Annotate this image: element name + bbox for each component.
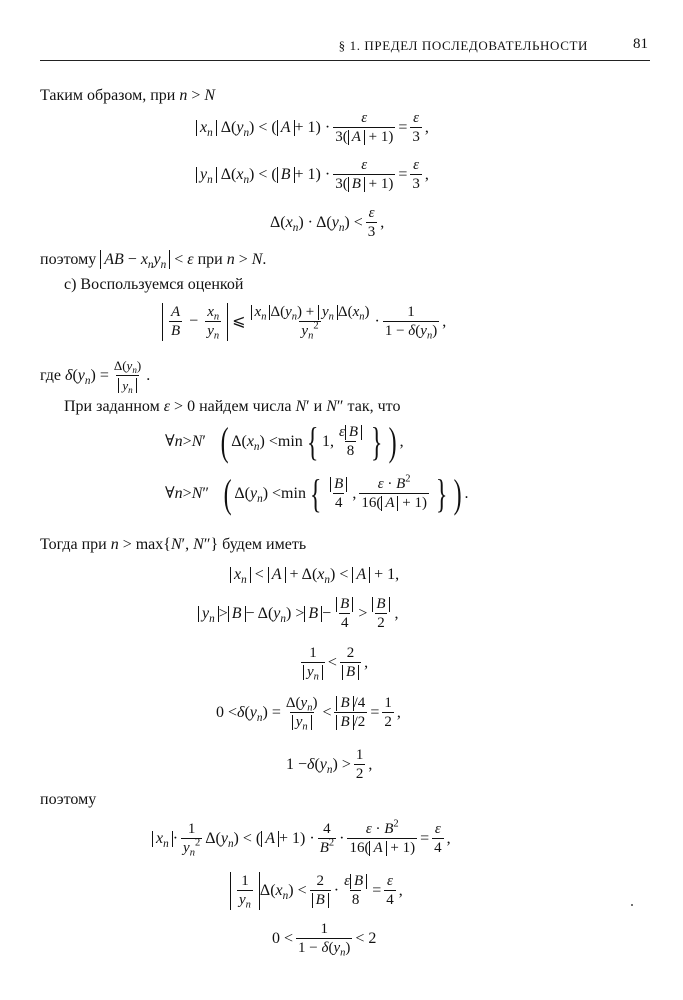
equation-12: $x_n$ · $\frac{1}{y_n^2}$ Δ( $y_n$ ) < ( A + 1) · $\frac{4}{B^2}$ · $\frac{\varepsilon \cdot B^2}{16( A + 1)}$ = $\frac{\varepsilon}{4}$ , bbox=[152, 822, 451, 856]
equation-4: $\frac{A}{B}$ − $\frac{x_n}{y_n}$ ⩽ $\frac{x_n \Delta(y_n) + y_n \Delta(x_n)}{y_n^2}$ · $\frac{1}{1 - \delta(y_n)}$ , bbox=[162, 303, 446, 341]
equation-14: 0 < $\frac{1}{1 - \delta(y_n)}$ < 2 bbox=[272, 921, 377, 959]
text-line-where: где δ ( $y_n$ ) = $\frac{\Delta(y_n)}{y_n}$ . bbox=[40, 358, 151, 395]
equation-5: ∀ n > N ′ ( Δ( $x_n$ ) < min { 1, $\frac{\text{ε B}}{8}$ } ) , bbox=[165, 419, 404, 464]
equation-10: 0 < δ ( $y_n$ ) = $\frac{\Delta(y_n)}{y_n}$ < $\frac{B /4}{B /2}$ = $\frac{1}{2}$ , bbox=[216, 695, 401, 733]
equation-8: $y_n$ > B − Δ( $y_n$ ) > B − $\frac{B}{4}$ > $\frac{B}{2}$ , bbox=[198, 597, 399, 631]
text-therefore-2: поэтому bbox=[40, 791, 97, 808]
header-rule bbox=[40, 60, 650, 61]
text-line-given: При заданном ε > 0 найдем числа N′ и N″ так, что bbox=[64, 398, 401, 415]
text-will-have: будем иметь bbox=[222, 536, 307, 553]
text-so-that: так, что bbox=[347, 398, 401, 415]
text-thus-when: Таким образом, при bbox=[40, 87, 176, 104]
equation-11: 1 − δ ( $y_n$ ) > $\frac{1}{2}$ , bbox=[286, 747, 373, 782]
equation-7: $x_n < A + \Delta(x_n) < A + 1$, bbox=[230, 567, 399, 583]
text-therefore: поэтому bbox=[40, 251, 97, 268]
speck-mark bbox=[631, 904, 633, 906]
running-header bbox=[40, 36, 648, 60]
text-line-therefore: поэтому AB − $x_ny_n < \varepsilon$ при n > N. bbox=[40, 251, 267, 271]
page-number: 81 bbox=[633, 36, 648, 52]
equation-1: $x_n$ Δ( $y_n$ ) < ( A + 1) · $\frac{\varepsilon}{3( A + 1)}$ = $\frac{\varepsilon}{3}$ , bbox=[196, 111, 429, 145]
text-find-numbers: найдем числа bbox=[199, 398, 292, 415]
text-line-thus: Таким образом, при n > N bbox=[40, 87, 216, 104]
text-and: и bbox=[313, 398, 323, 415]
min-operator: min bbox=[277, 433, 303, 450]
equation-9: $\frac{1}{y_n}$ < $\frac{2}{B}$ , bbox=[298, 645, 368, 680]
equation-13: $\frac{1}{y_n}$ Δ( $x_n$ ) < $\frac{2}{B}$ · $\frac{\text{ε B}}{8}$ = $\frac{\varepsilon}{4}$ , bbox=[230, 872, 403, 910]
header-title: § 1. ПРЕДЕЛ ПОСЛЕДОВАТЕЛЬНОСТИ bbox=[338, 38, 588, 53]
text-item-c: с) Воспользуемся оценкой bbox=[64, 276, 244, 293]
equation-6: ∀ n > N ″ ( Δ( $y_n$ ) < min { $\frac{B}{4}$ , $\frac{\varepsilon \cdot B^2}{16( A + 1)}$ } ) . bbox=[165, 471, 469, 516]
equation-2: $y_n$ Δ( $x_n$ ) < ( B + 1) · $\frac{\varepsilon}{3( B + 1)}$ = $\frac{\varepsilon}{3}$ , bbox=[196, 158, 429, 192]
text-given: При заданном bbox=[64, 398, 160, 415]
text-when: при bbox=[197, 251, 223, 268]
text-where: где bbox=[40, 367, 62, 384]
text-line-then: Тогда при n > max{N′, N″} будем иметь bbox=[40, 536, 307, 553]
max-operator: max bbox=[135, 536, 164, 553]
text-then-when: Тогда при bbox=[40, 536, 107, 553]
equation-3: Δ( $x_n$ ) · Δ( $y_n$ ) < $\frac{\varepsilon}{3}$ , bbox=[270, 205, 385, 240]
